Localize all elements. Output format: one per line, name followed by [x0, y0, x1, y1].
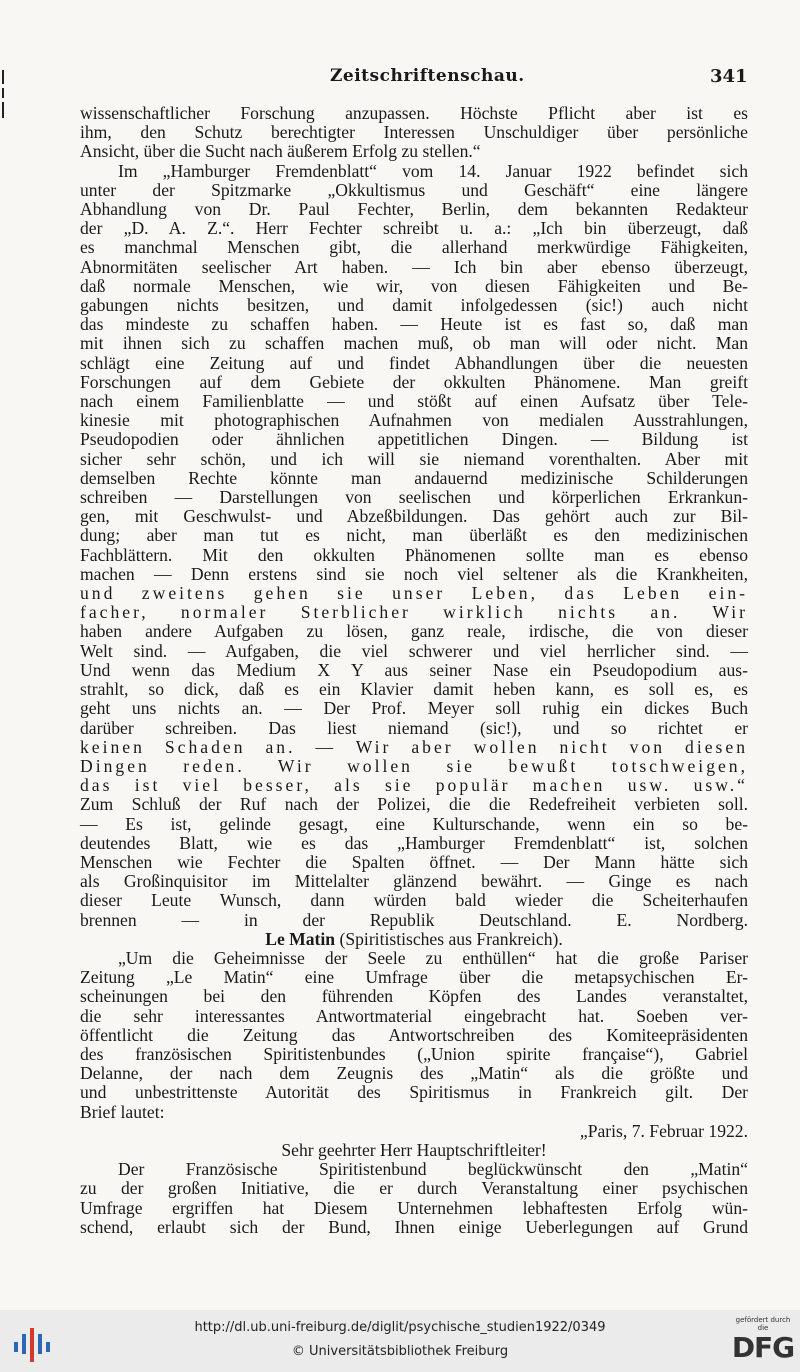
text-line: sicher sehr schön, und ich will sie niemand vorenthalten. Aber mit [80, 448, 748, 469]
text-line: scheinungen bei den führenden Köpfen des Landes veranstaltet, [80, 986, 748, 1007]
text-line: die sehr interessantes Antwortmaterial eingebracht hat. Soeben ver- [80, 1005, 748, 1026]
text-line: Und wenn das Medium X Y aus seiner Nase ein Pseudopodium aus- [80, 659, 748, 680]
text-line: schend, erlaubt sich der Bund, Ihnen einige Ueberlegungen auf Grund [80, 1216, 748, 1237]
text-line: Abnormitäten seelischer Art haben. — Ich bin aber ebenso überzeugt, [80, 256, 748, 277]
text-line: Le Matin (Spiritistisches aus Frankreich). [265, 928, 563, 949]
text-line: Umfrage ergriffen hat Diesem Unternehmen lebhaftesten Erfolg wün- [80, 1197, 748, 1218]
text-line: Zum Schluß der Ruf nach der Polizei, die die Redefreiheit verbieten soll. [80, 794, 748, 815]
text-line: das mindeste zu schaffen haben. — Heute ist es fast so, daß man [80, 314, 748, 335]
text-line: der „D. A. Z.“. Herr Fechter schreibt u. a.: „Ich bin überzeugt, daß [80, 218, 748, 239]
text-line: ihm, den Schutz berechtigter Interessen Unschuldiger über persönliche [80, 122, 748, 143]
text-line: brennen — in der Republik Deutschland. E. Nordberg. [80, 909, 748, 930]
text-line: facher, normaler Sterblicher wirklich nichts an. Wir [80, 602, 748, 623]
text-line: kinesie mit photographischen Aufnahmen von medialen Ausstrahlungen, [80, 410, 748, 431]
text-line: keinen Schaden an. — Wir aber wollen nicht von diesen [80, 736, 748, 757]
text-line: deutendes Blatt, wie es das „Hamburger Fremdenblatt“ ist, solchen [80, 832, 748, 853]
page-number: 341 [710, 66, 748, 87]
dfg-funding-caption: gefördert durch die [735, 1316, 791, 1332]
text-line: Welt sind. — Aufgaben, die viel schwerer und viel herrlicher sind. — [80, 640, 748, 661]
text-line: darüber schreiben. Das liest niemand (sic!), und so richtet er [80, 717, 748, 738]
viewer-footer [0, 1310, 800, 1372]
text-line: schlägt eine Zeitung auf und findet Abhandlungen über die neuesten [80, 352, 748, 373]
permalink-url[interactable]: http://dl.ub.uni-freiburg.de/diglit/psychische_studien1922/0349 [194, 1320, 606, 1335]
text-line: Abhandlung von Dr. Paul Fechter, Berlin, dem bekannten Redakteur [80, 199, 748, 220]
text-line: schreiben — Darstellungen von seelischen und körperlichen Erkrankun- [80, 487, 748, 508]
text-line: und unbestrittenste Autorität des Spiritismus in Frankreich gilt. Der [80, 1082, 748, 1103]
text-line: Der Französische Spiritistenbund beglückwünscht den „Matin“ [118, 1159, 748, 1180]
text-line: Ansicht, über die Sucht nach äußerem Erfolg zu stellen.“ [80, 141, 481, 162]
text-line: demselben Rechte könnte man andauernd medizinische Schilderungen [80, 467, 748, 488]
text-line: „Paris, 7. Februar 1922. [579, 1120, 748, 1141]
text-line: haben andere Aufgaben zu lösen, ganz reale, irdische, die von dieser [80, 621, 748, 642]
text-line: mit ihnen sich zu schaffen machen muß, ob man will oder nicht. Man [80, 333, 748, 354]
text-line: dieser Leute Wunsch, dann würden bald wieder die Scheiterhaufen [80, 890, 748, 911]
text-line: Fachblättern. Mit den okkulten Phänomenen sollte man es ebenso [80, 544, 748, 565]
dfg-wordmark: DFG [731, 1331, 795, 1364]
text-line: unter der Spitzmarke „Okkultismus und Geschäft“ eine längere [80, 179, 748, 200]
text-line: wissenschaftlicher Forschung anzupassen. Höchste Pflicht aber ist es [80, 103, 748, 123]
text-line: des französischen Spiritistenbundes („Union spirite française“), Gabriel [80, 1043, 748, 1064]
text-line: daß normale Menschen, wie wir, von diesen Fähigkeiten und Be- [80, 275, 748, 296]
text-line: nach einem Familienblatte — und stößt auf einen Aufsatz über Tele- [80, 391, 748, 412]
text-line: Forschungen auf dem Gebiete der okkulten Phänomene. Man greift [80, 371, 748, 392]
text-line: Dingen reden. Wir wollen sie bewußt totschweigen, [80, 755, 748, 776]
text-line: strahlt, so dick, daß es ein Klavier damit heben kann, es soll es, es [80, 679, 748, 700]
text-line: Menschen wie Fechter die Spalten öffnet. — Der Mann hätte sich [80, 851, 748, 872]
copyright-notice: © Universitätsbibliothek Freiburg [291, 1344, 509, 1359]
text-line: „Um die Geheimnisse der Seele zu enthüllen“ hat die große Pariser [118, 947, 748, 968]
text-line: und zweitens gehen sie unser Leben, das Leben ein- [80, 583, 748, 604]
running-header [0, 66, 800, 92]
text-line: machen — Denn erstens sind sie noch viel seltener als die Krankheiten, [80, 563, 748, 584]
text-line: dung; aber man tut es nicht, man überläßt es den medizinischen [80, 525, 748, 546]
text-line: geht uns nichts an. — Der Prof. Meyer soll ruhig ein dickes Buch [80, 698, 748, 719]
text-line: Sehr geehrter Herr Hauptschriftleiter! [281, 1139, 547, 1160]
text-line: gen, mit Geschwulst- und Abzeßbildungen. Das gehört auch zur Bil- [80, 506, 748, 527]
text-line: — Es ist, gelinde gesagt, eine Kulturschande, wenn ein so be- [80, 813, 748, 834]
text-line: Im „Hamburger Fremdenblatt“ vom 14. Januar 1922 befindet sich [118, 160, 748, 181]
text-line: Pseudopodien oder ähnlichen appetitlichen Dingen. — Bildung ist [80, 429, 748, 450]
page-header-title: Zeitschriftenschau. [330, 66, 525, 86]
text-line: gabungen nichts besitzen, und damit infolgedessen (sic!) auch nicht [80, 295, 748, 316]
text-line: es manchmal Menschen gibt, die allerhand merkwürdige Fähigkeiten, [80, 237, 748, 258]
text-line: Zeitung „Le Matin“ eine Umfrage über die metapsychischen Er- [80, 967, 748, 988]
article-text [80, 104, 748, 1237]
text-line: das ist viel besser, als sie populär machen usw. usw.“ [80, 775, 748, 796]
text-line: Brief lautet: [80, 1101, 165, 1122]
text-line: zu der großen Initiative, die er durch Veranstaltung einer psychischen [80, 1178, 748, 1199]
text-line: als Großinquisitor im Mittelalter glänzend bewährt. — Ginge es nach [80, 871, 748, 892]
text-line: Delanne, der nach dem Zeugnis des „Matin“ als die größte und [80, 1063, 748, 1084]
dfg-logo [730, 1316, 796, 1368]
text-line: öffentlicht die Zeitung das Antwortschreiben des Komiteepräsidenten [80, 1024, 748, 1045]
